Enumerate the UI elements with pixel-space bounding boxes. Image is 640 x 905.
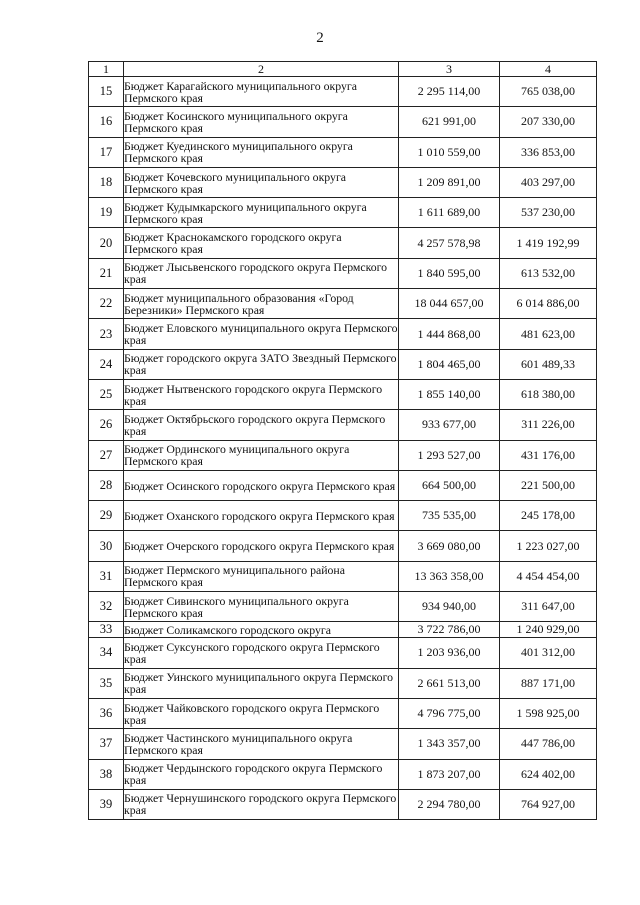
row-number: 26 <box>89 410 124 440</box>
amount-col-3: 1 203 936,00 <box>399 638 500 668</box>
row-number: 28 <box>89 470 124 500</box>
row-number: 37 <box>89 729 124 759</box>
row-number: 29 <box>89 501 124 531</box>
table-row <box>89 167 597 197</box>
table-row <box>89 729 597 759</box>
amount-col-4: 403 297,00 <box>500 167 597 197</box>
row-number: 34 <box>89 638 124 668</box>
row-number: 22 <box>89 289 124 319</box>
amount-col-3: 1 209 891,00 <box>399 167 500 197</box>
amount-col-4: 311 647,00 <box>500 592 597 622</box>
row-number: 32 <box>89 592 124 622</box>
row-number: 38 <box>89 759 124 789</box>
column-header-4: 4 <box>500 62 597 77</box>
amount-col-3: 933 677,00 <box>399 410 500 440</box>
amount-col-3: 1 855 140,00 <box>399 379 500 409</box>
amount-col-4: 764 927,00 <box>500 789 597 819</box>
table-row <box>89 638 597 668</box>
amount-col-4: 4 454 454,00 <box>500 561 597 591</box>
amount-col-3: 1 873 207,00 <box>399 759 500 789</box>
table-row <box>89 622 597 638</box>
budget-name: Бюджет Октябрьского городского округа Пермского края <box>124 410 399 440</box>
amount-col-4: 1 419 192,99 <box>500 228 597 258</box>
amount-col-4: 1 240 929,00 <box>500 622 597 638</box>
budget-name: Бюджет Еловского муниципального округа Пермского края <box>124 319 399 349</box>
amount-col-3: 3 669 080,00 <box>399 531 500 561</box>
row-number: 19 <box>89 198 124 228</box>
table-row <box>89 592 597 622</box>
table-row <box>89 531 597 561</box>
amount-col-3: 2 294 780,00 <box>399 789 500 819</box>
table-row <box>89 379 597 409</box>
table-row <box>89 698 597 728</box>
amount-col-3: 1 010 559,00 <box>399 137 500 167</box>
amount-col-4: 624 402,00 <box>500 759 597 789</box>
amount-col-3: 735 535,00 <box>399 501 500 531</box>
amount-col-3: 18 044 657,00 <box>399 289 500 319</box>
table-row <box>89 137 597 167</box>
amount-col-4: 1 598 925,00 <box>500 698 597 728</box>
table-row <box>89 410 597 440</box>
amount-col-4: 618 380,00 <box>500 379 597 409</box>
row-number: 27 <box>89 440 124 470</box>
table-row <box>89 561 597 591</box>
amount-col-3: 1 840 595,00 <box>399 258 500 288</box>
amount-col-4: 613 532,00 <box>500 258 597 288</box>
amount-col-4: 481 623,00 <box>500 319 597 349</box>
amount-col-3: 621 991,00 <box>399 107 500 137</box>
row-number: 31 <box>89 561 124 591</box>
table-row <box>89 228 597 258</box>
amount-col-3: 1 444 868,00 <box>399 319 500 349</box>
amount-col-3: 1 804 465,00 <box>399 349 500 379</box>
budget-name: Бюджет Очерского городского округа Пермского края <box>124 531 399 561</box>
table-row <box>89 289 597 319</box>
amount-col-4: 601 489,33 <box>500 349 597 379</box>
budget-name: Бюджет Осинского городского округа Пермского края <box>124 470 399 500</box>
budget-table <box>88 61 597 820</box>
row-number: 33 <box>89 622 124 638</box>
table-row <box>89 789 597 819</box>
row-number: 20 <box>89 228 124 258</box>
table-row <box>89 258 597 288</box>
row-number: 36 <box>89 698 124 728</box>
table-row <box>89 198 597 228</box>
amount-col-3: 3 722 786,00 <box>399 622 500 638</box>
amount-col-4: 221 500,00 <box>500 470 597 500</box>
amount-col-4: 765 038,00 <box>500 77 597 107</box>
budget-name: Бюджет Карагайского муниципального округа Пермского края <box>124 77 399 107</box>
budget-name: Бюджет Косинского муниципального округа Пермского края <box>124 107 399 137</box>
amount-col-3: 664 500,00 <box>399 470 500 500</box>
budget-name: Бюджет Ординского муниципального округа Пермского края <box>124 440 399 470</box>
amount-col-3: 4 257 578,98 <box>399 228 500 258</box>
page-number: 2 <box>316 30 324 46</box>
amount-col-3: 1 343 357,00 <box>399 729 500 759</box>
amount-col-4: 245 178,00 <box>500 501 597 531</box>
amount-col-3: 1 293 527,00 <box>399 440 500 470</box>
table-row <box>89 319 597 349</box>
table-body <box>89 77 597 820</box>
table-row <box>89 470 597 500</box>
amount-col-3: 2 661 513,00 <box>399 668 500 698</box>
budget-name: Бюджет Чайковского городского округа Пермского края <box>124 698 399 728</box>
table-row <box>89 501 597 531</box>
amount-col-4: 6 014 886,00 <box>500 289 597 319</box>
budget-name: Бюджет городского округа ЗАТО Звездный Пермского края <box>124 349 399 379</box>
row-number: 39 <box>89 789 124 819</box>
table-row <box>89 668 597 698</box>
row-number: 18 <box>89 167 124 197</box>
budget-name: Бюджет Суксунского городского округа Пермского края <box>124 638 399 668</box>
row-number: 16 <box>89 107 124 137</box>
amount-col-4: 401 312,00 <box>500 638 597 668</box>
budget-name: Бюджет Оханского городского округа Пермского края <box>124 501 399 531</box>
row-number: 30 <box>89 531 124 561</box>
table-row <box>89 440 597 470</box>
budget-name: Бюджет муниципального образования «Город Березники» Пермского края <box>124 289 399 319</box>
amount-col-4: 207 330,00 <box>500 107 597 137</box>
budget-name: Бюджет Кудымкарского муниципального округа Пермского края <box>124 198 399 228</box>
amount-col-4: 1 223 027,00 <box>500 531 597 561</box>
table-header-row <box>89 62 597 77</box>
amount-col-4: 887 171,00 <box>500 668 597 698</box>
amount-col-4: 537 230,00 <box>500 198 597 228</box>
row-number: 15 <box>89 77 124 107</box>
row-number: 17 <box>89 137 124 167</box>
amount-col-4: 311 226,00 <box>500 410 597 440</box>
row-number: 35 <box>89 668 124 698</box>
amount-col-4: 336 853,00 <box>500 137 597 167</box>
row-number: 25 <box>89 379 124 409</box>
amount-col-4: 431 176,00 <box>500 440 597 470</box>
column-header-2: 2 <box>124 62 399 77</box>
row-number: 21 <box>89 258 124 288</box>
row-number: 24 <box>89 349 124 379</box>
amount-col-4: 447 786,00 <box>500 729 597 759</box>
budget-name: Бюджет Уинского муниципального округа Пермского края <box>124 668 399 698</box>
row-number: 23 <box>89 319 124 349</box>
column-header-3: 3 <box>399 62 500 77</box>
budget-name: Бюджет Нытвенского городского округа Пермского края <box>124 379 399 409</box>
budget-name: Бюджет Соликамского городского округа <box>124 622 399 638</box>
budget-name: Бюджет Частинского муниципального округа Пермского края <box>124 729 399 759</box>
table-row <box>89 759 597 789</box>
amount-col-3: 934 940,00 <box>399 592 500 622</box>
budget-name: Бюджет Чердынского городского округа Пермского края <box>124 759 399 789</box>
budget-name: Бюджет Кочевского муниципального округа Пермского края <box>124 167 399 197</box>
table-row <box>89 349 597 379</box>
budget-name: Бюджет Куединского муниципального округа Пермского края <box>124 137 399 167</box>
column-header-1: 1 <box>89 62 124 77</box>
budget-name: Бюджет Пермского муниципального района Пермского края <box>124 561 399 591</box>
table-row <box>89 77 597 107</box>
amount-col-3: 13 363 358,00 <box>399 561 500 591</box>
amount-col-3: 2 295 114,00 <box>399 77 500 107</box>
table-row <box>89 107 597 137</box>
budget-name: Бюджет Сивинского муниципального округа Пермского края <box>124 592 399 622</box>
amount-col-3: 1 611 689,00 <box>399 198 500 228</box>
budget-name: Бюджет Лысьвенского городского округа Пермского края <box>124 258 399 288</box>
budget-name: Бюджет Чернушинского городского округа Пермского края <box>124 789 399 819</box>
amount-col-3: 4 796 775,00 <box>399 698 500 728</box>
budget-name: Бюджет Краснокамского городского округа Пермского края <box>124 228 399 258</box>
